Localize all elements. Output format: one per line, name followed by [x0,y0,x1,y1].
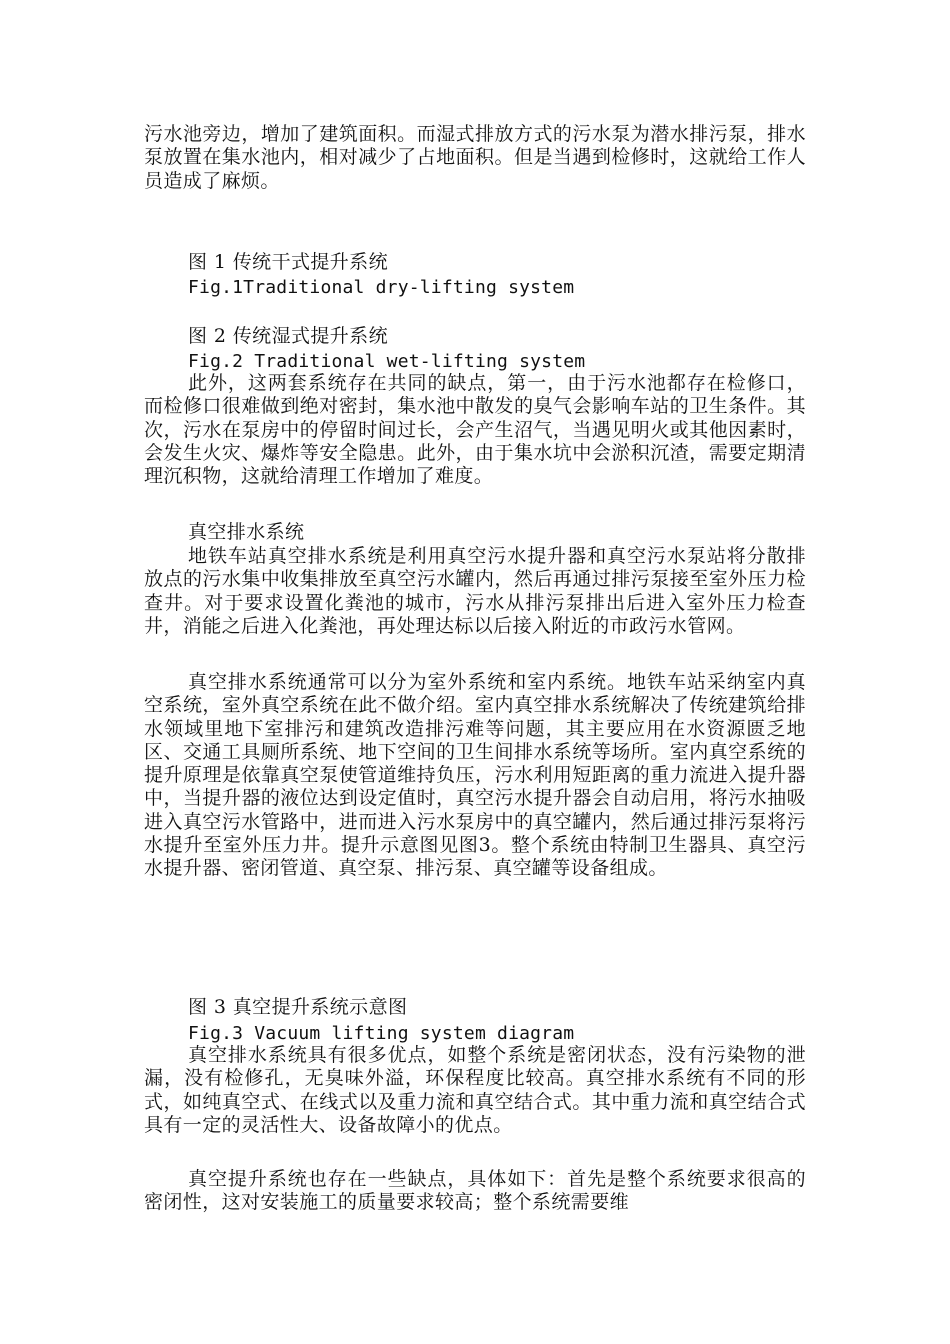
body-paragraph-drawbacks [144,372,806,488]
figure-2-caption-en: Fig.2 Traditional wet-lifting system [188,351,586,372]
figure-3-caption-cn: 图 3 真空提升系统示意图 [188,996,408,1018]
paragraph-text: 真空排水系统具有很多优点，如整个系统是密闭状态，没有污染物的泄漏，没有检修孔，无臭味外溢，环保程度比较高。真空排水系统有不同的形式，如纯真空式、在线式以及重力流和真空结合式。其中重力流和真空结合式具有一定的灵活性大、设备故障小的优点。 [144,1044,806,1136]
body-paragraph-vacuum-intro [144,545,806,638]
figure-1-caption-cn: 图 1 传统干式提升系统 [188,251,388,273]
figure-3-caption-en: Fig.3 Vacuum lifting system diagram [188,1023,575,1044]
paragraph-text: 真空排水系统通常可以分为室外系统和室内系统。地铁车站采纳室内真空系统，室外真空系统在此不做介绍。室内真空排水系统解决了传统建筑给排水领域里地下室排污和建筑改造排污难等问题，其主要应用在水资源匮乏地区、交通工具厕所系统、地下空间的卫生间排水系统等场所。室内真空系统的提升原理是依靠真空泵使管道维持负压，污水利用短距离的重力流进入提升器中，当提升器的液位达到设定值时，真空污水提升器会自动启用，将污水抽吸进入真空污水管路中，进而进入污水泵房中的真空罐内，然后通过排污泵将污水提升至室外压力井。提升示意图见图3。整个系统由特制卫生器具、真空污水提升器、密闭管道、真空泵、排污泵、真空罐等设备组成。 [144,671,806,880]
body-paragraph-disadvantages [144,1168,806,1215]
figure-1-caption-en: Fig.1Traditional dry-lifting system [188,277,575,298]
body-paragraph-advantages [144,1044,806,1137]
section-heading: 真空排水系统 [188,521,305,543]
body-paragraph-intro [144,123,806,193]
paragraph-text: 此外，这两套系统存在共同的缺点，第一，由于污水池都存在检修口，而检修口很难做到绝对密封，集水池中散发的臭气会影响车站的卫生条件。其次，污水在泵房中的停留时间过长，会产生沼气，当遇见明火或其他因素时，会发生火灾、爆炸等安全隐患。此外，由于集水坑中会淤积沉渣，需要定期清理沉积物，这就给清理工作增加了难度。 [144,372,806,488]
figure-2-caption-cn: 图 2 传统湿式提升系统 [188,325,388,347]
paragraph-text: 污水池旁边，增加了建筑面积。而湿式排放方式的污水泵为潜水排污泵，排水泵放置在集水池内，相对减少了占地面积。但是当遇到检修时，这就给工作人员造成了麻烦。 [144,123,806,192]
paragraph-text: 地铁车站真空排水系统是利用真空污水提升器和真空污水泵站将分散排放点的污水集中收集排放至真空污水罐内，然后再通过排污泵接至室外压力检查井。对于要求设置化粪池的城市，污水从排污泵排出后进入室外压力检查井，消能之后进入化粪池，再处理达标以后接入附近的市政污水管网。 [144,545,806,637]
paragraph-text: 真空提升系统也存在一些缺点，具体如下：首先是整个系统要求很高的密闭性，这对安装施工的质量要求较高；整个系统需要维 [144,1168,806,1214]
body-paragraph-vacuum-indoor [144,671,806,881]
